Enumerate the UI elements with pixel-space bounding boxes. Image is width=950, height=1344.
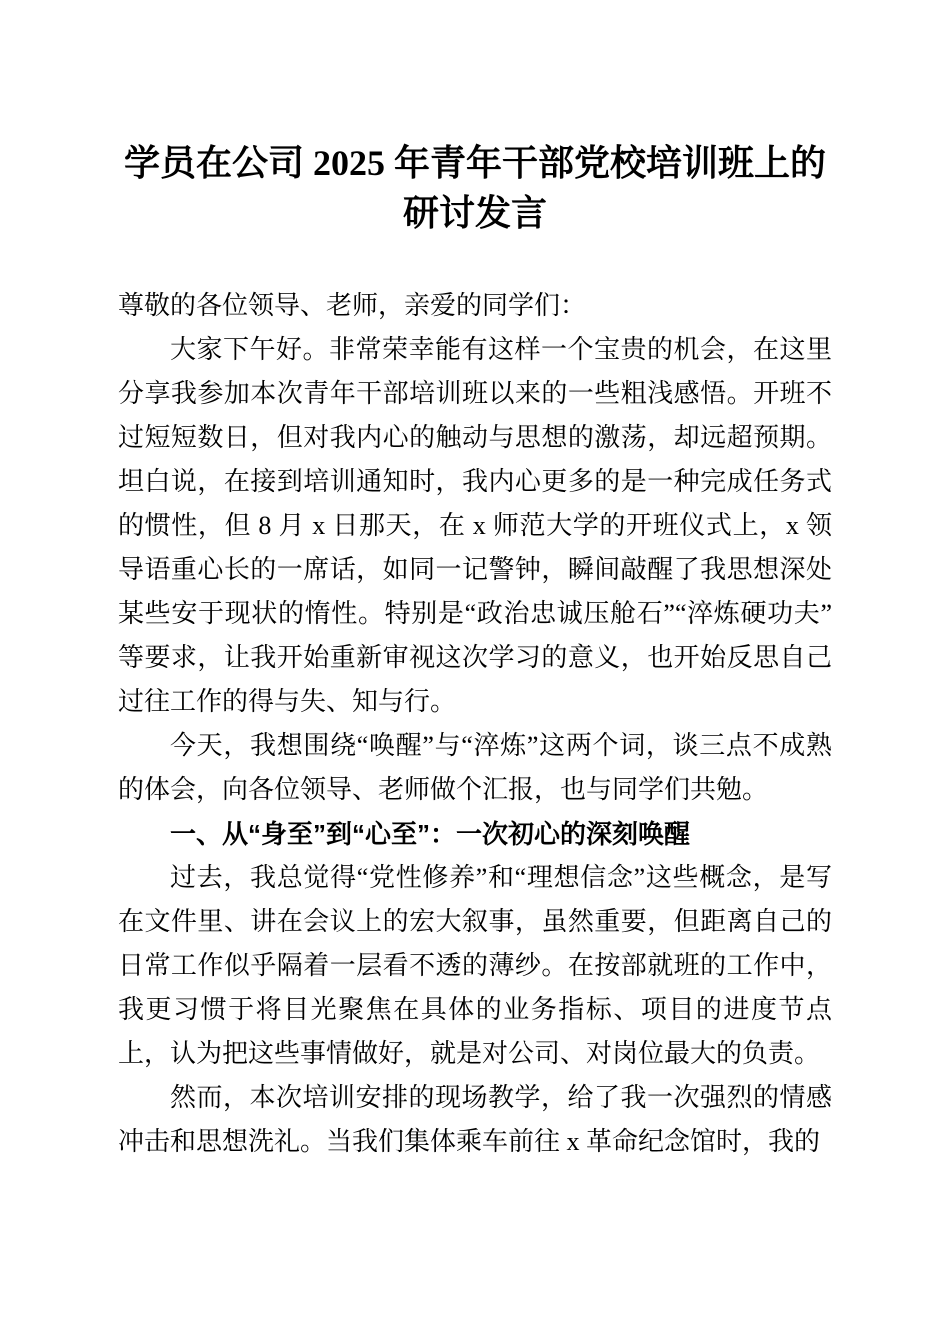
paragraph: 过去，我总觉得“党性修养”和“理想信念”这些概念，是写在文件里、讲在会议上的宏大叙事，虽然重要，但距离自己的日常工作似乎隔着一层看不透的薄纱。在按部就班的工作中，我更习惯于将目光聚焦在具体的业务指标、项目的进度节点上，认为把这些事情做好，就是对公司、对岗位最大的负责。 — [118, 863, 832, 1068]
document-title — [118, 138, 832, 238]
paragraph: 大家下午好。非常荣幸能有这样一个宝贵的机会，在这里分享我参加本次青年干部培训班以来的一些粗浅感悟。开班不过短短数日，但对我内心的触动与思想的激荡，却远超预期。坦白说，在接到培训通知时，我内心更多的是一种完成任务式的惯性，但 8 月 x 日那天，在 x 师范大学的开班仪式上，x 领导语重心长的一席话，如同一记警钟，瞬间敲醒了我思想深处某些安于现状的惰性。特别是“政治忠诚压舱石”“淬炼硬功夫”等要求，让我开始重新审视这次学习的意义，也开始反思自己过往工作的得与失、知与行。 — [118, 335, 832, 716]
paragraph: 今天，我想围绕“唤醒”与“淬炼”这两个词，谈三点不成熟的体会，向各位领导、老师做个汇报，也与同学们共勉。 — [118, 731, 832, 804]
paragraph: 然而，本次培训安排的现场教学，给了我一次强烈的情感冲击和思想洗礼。当我们集体乘车前往 x 革命纪念馆时，我的 — [118, 1083, 832, 1156]
section-heading-1: 一、从“身至”到“心至”：一次初心的深刻唤醒 — [170, 819, 691, 849]
salutation: 尊敬的各位领导、老师，亲爱的同学们： — [118, 291, 587, 320]
document-title-line-2: 研讨发言 — [402, 193, 547, 233]
document-title-line-1: 学员在公司 2025 年青年干部党校培训班上的 — [123, 143, 826, 183]
